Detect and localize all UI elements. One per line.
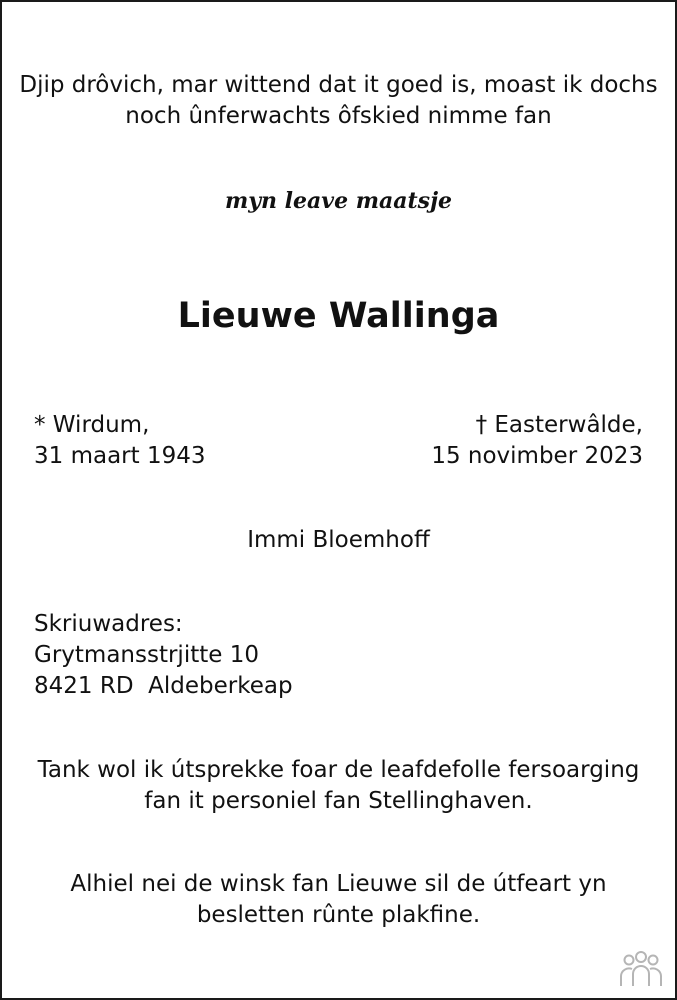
intro-line-2: noch ûnferwachts ôfskied nimme fan	[125, 103, 552, 129]
birth-info	[34, 410, 206, 472]
relation-subtitle: myn leave maatsje	[224, 188, 453, 214]
death-info	[431, 410, 643, 472]
death-place: † Easterwâlde,	[475, 412, 643, 438]
correspondence-address	[34, 609, 293, 702]
birth-date: 31 maart 1943	[34, 443, 206, 469]
deceased-name: Lieuwe Wallinga	[177, 296, 500, 336]
birth-place: * Wirdum,	[34, 412, 150, 438]
funeral-line-2: besletten rûnte plakfine.	[196, 902, 481, 928]
partner-name: Immi Bloemhoff	[247, 527, 430, 553]
address-city: 8421 RD Aldeberkeap	[34, 673, 293, 699]
address-label: Skriuwadres:	[34, 611, 183, 637]
intro-text	[2, 70, 675, 132]
intro-line-1: Djip drôvich, mar wittend dat it goed is, moast ik dochs	[19, 72, 658, 98]
death-date: 15 novimber 2023	[431, 443, 643, 469]
funeral-text	[2, 869, 675, 931]
thanks-text	[2, 755, 675, 817]
people-group-icon	[615, 950, 667, 990]
thanks-line-2: fan it personiel fan Stellinghaven.	[144, 788, 533, 814]
address-street: Grytmansstrjitte 10	[34, 642, 259, 668]
thanks-line-1: Tank wol ik útsprekke foar de leafdefolle fersoarging	[37, 757, 640, 783]
funeral-line-1: Alhiel nei de winsk fan Lieuwe sil de útfeart yn	[70, 871, 607, 897]
